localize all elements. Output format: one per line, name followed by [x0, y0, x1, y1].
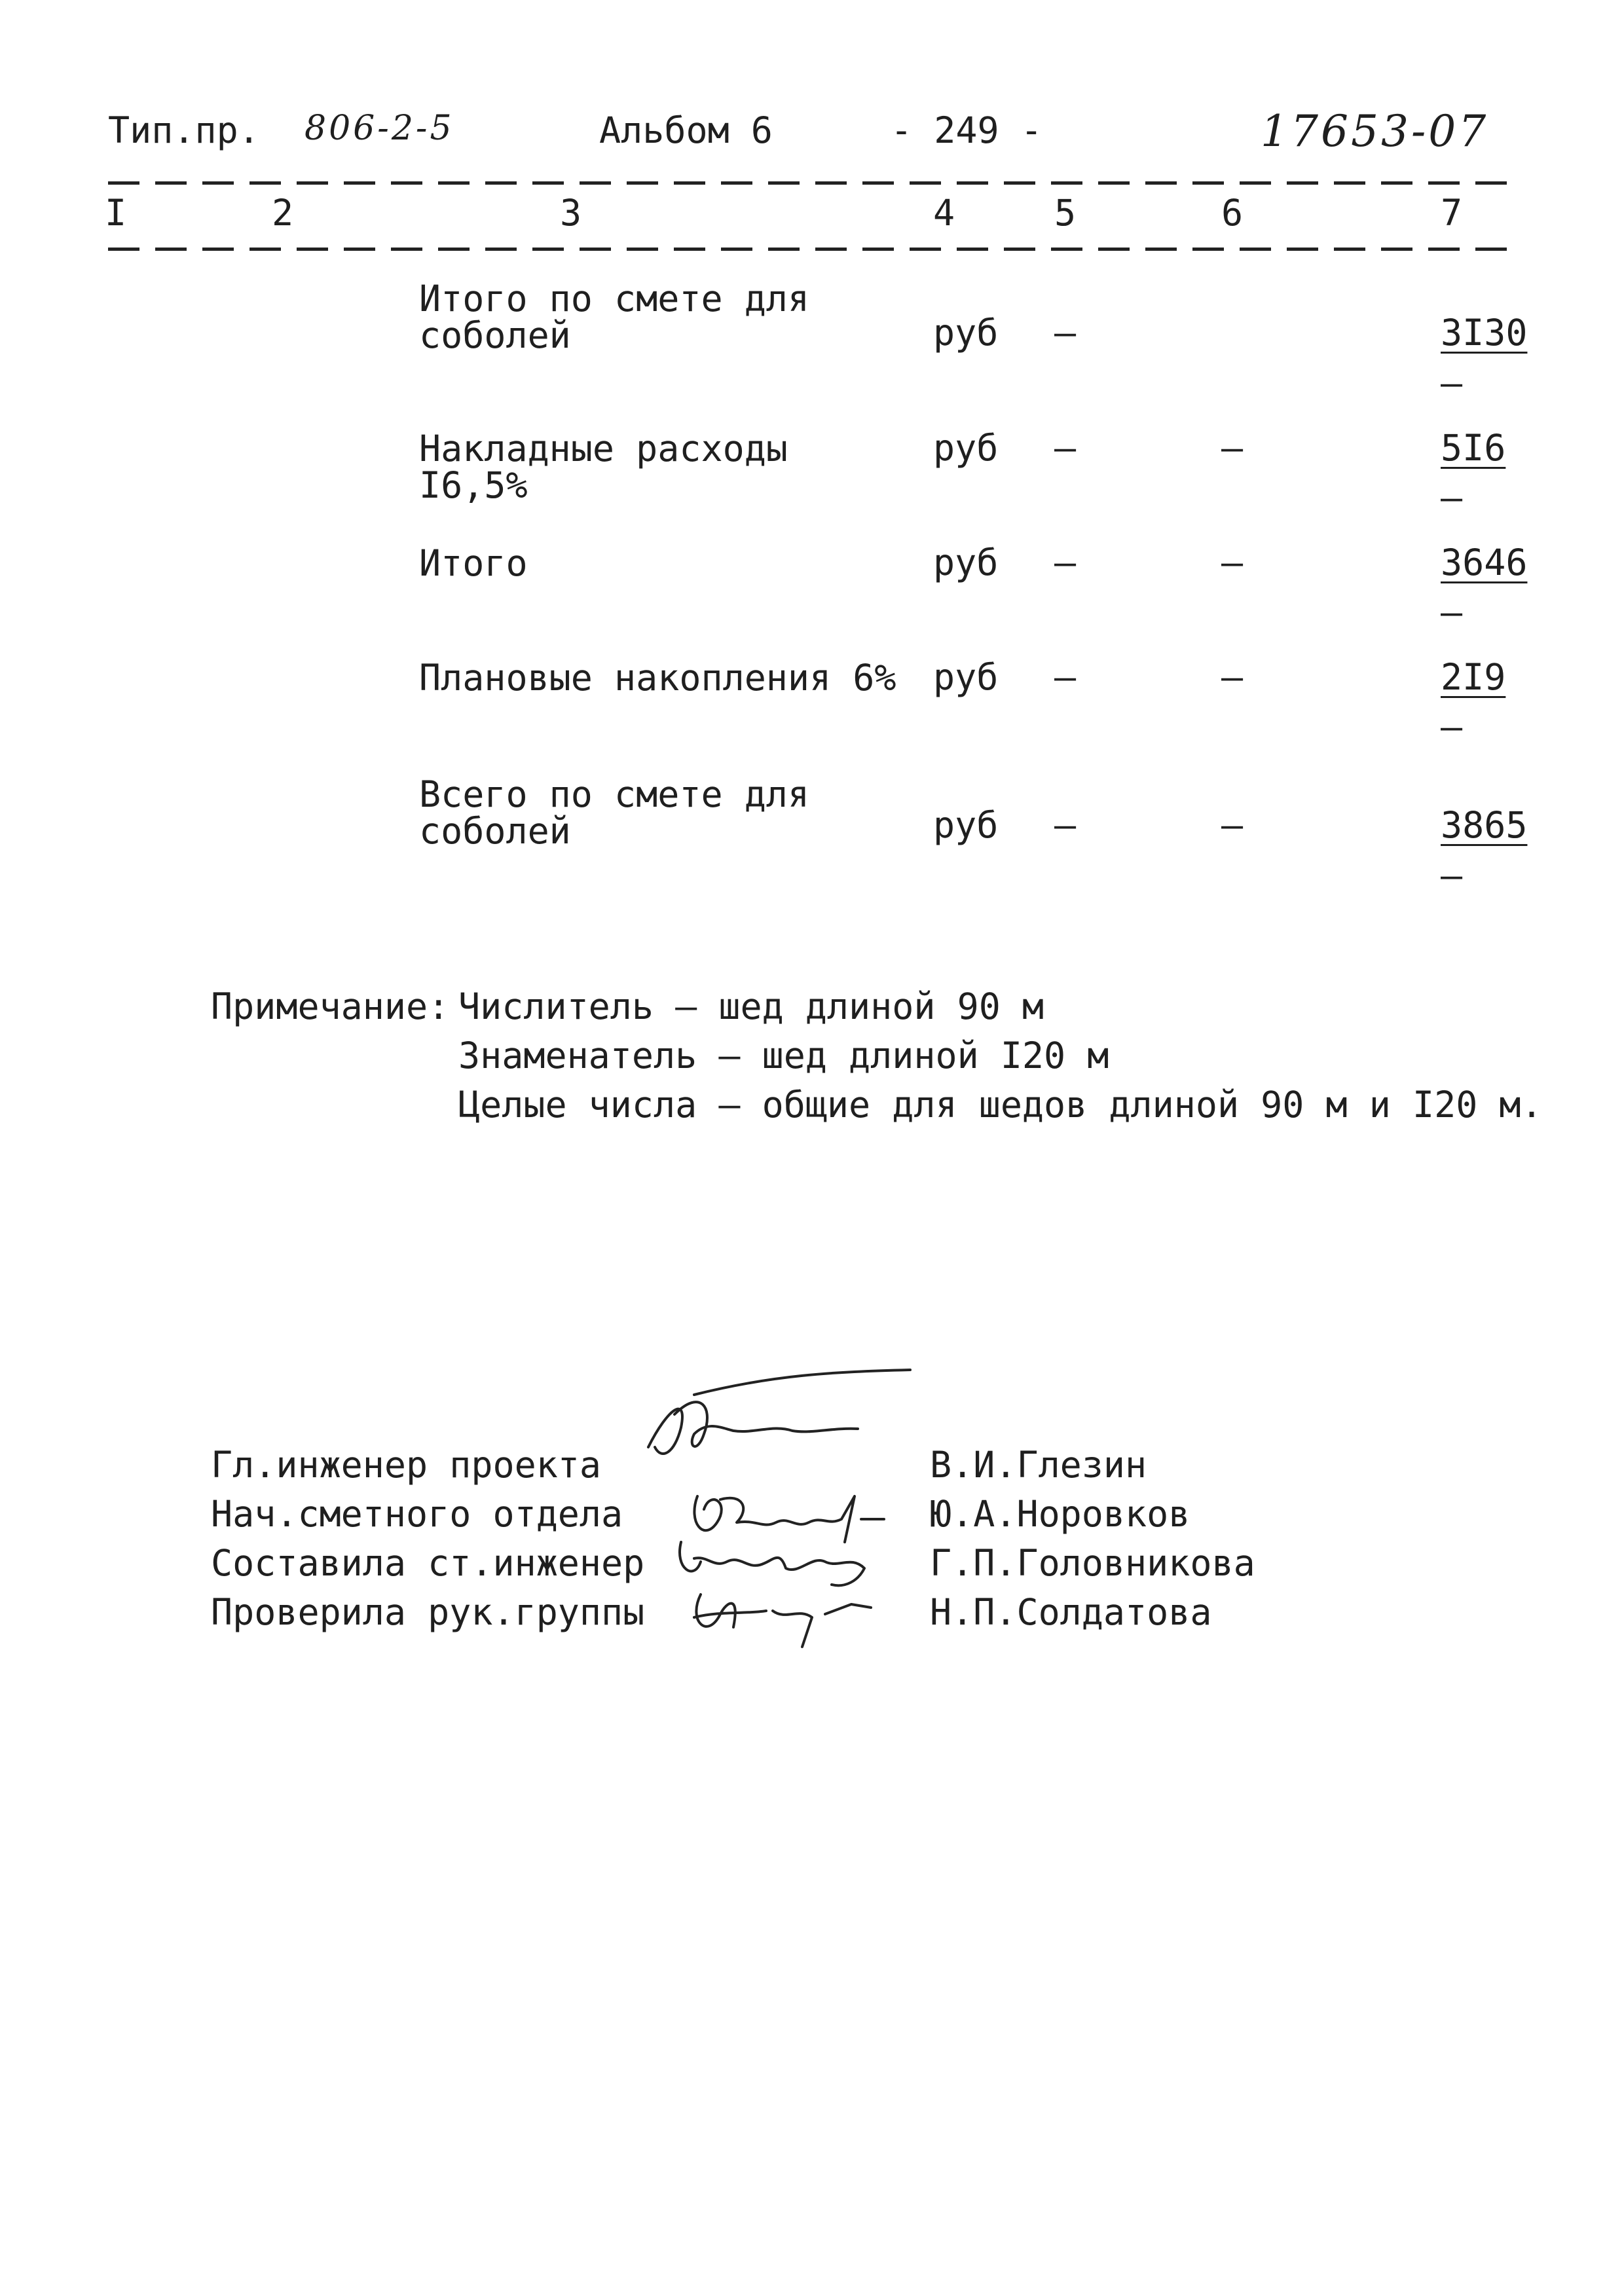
row-numerator: 5I6	[1441, 427, 1506, 469]
table-top-rule	[108, 181, 1516, 185]
row-col6: –	[1221, 427, 1244, 469]
row-unit: руб	[933, 427, 999, 469]
row-unit: руб	[933, 804, 999, 846]
signature-glezin	[642, 1369, 917, 1486]
row-name: Итого по смете для соболей	[419, 278, 810, 356]
note-line: Целые числа – общие для шедов длиной 90 м и I20 м.	[458, 1084, 1543, 1126]
row-numerator: 3I30	[1441, 312, 1528, 354]
row-denominator: –	[1441, 362, 1463, 404]
document-number: 17653-07	[1261, 106, 1489, 156]
row-col5: –	[1054, 804, 1077, 846]
row-col6: –	[1221, 804, 1244, 846]
signature-name: В.И.Глезин	[930, 1444, 1147, 1486]
row-col6: –	[1221, 656, 1244, 698]
row-numerator: 2I9	[1441, 656, 1506, 698]
signature-name: Ю.А.Норовков	[930, 1493, 1190, 1535]
column-header: 2	[272, 192, 294, 234]
type-label: Тип.пр.	[108, 109, 260, 151]
signature-name: Г.П.Головникова	[930, 1542, 1255, 1584]
row-numerator: 3646	[1441, 542, 1528, 583]
signature-role: Нач.сметного отдела	[211, 1493, 623, 1535]
signature-name: Н.П.Солдатова	[930, 1591, 1212, 1633]
column-header: 7	[1441, 192, 1463, 234]
row-unit: руб	[933, 312, 999, 354]
column-header: 3	[560, 192, 582, 234]
row-name: Всего по смете для соболей	[419, 773, 810, 852]
row-name: Итого	[419, 542, 528, 584]
table-header-rule	[108, 248, 1516, 251]
row-col5: –	[1054, 542, 1077, 583]
column-header: 4	[933, 192, 955, 234]
row-col5: –	[1054, 427, 1077, 469]
row-name: Накладные расходы I6,5%	[419, 428, 788, 506]
row-denominator: –	[1441, 855, 1463, 896]
note-line: Числитель – шед длиной 90 м	[458, 985, 1044, 1027]
album-label: Альбом 6	[599, 109, 773, 151]
row-unit: руб	[933, 656, 999, 698]
signature-role: Проверила рук.группы	[211, 1591, 645, 1633]
column-header: I	[105, 192, 127, 234]
column-header: 6	[1221, 192, 1244, 234]
row-unit: руб	[933, 542, 999, 583]
row-denominator: –	[1441, 706, 1463, 748]
signature-soldatova	[681, 1581, 877, 1653]
column-header: 5	[1054, 192, 1077, 234]
row-denominator: –	[1441, 477, 1463, 519]
note-line: Знаменатель – шед длиной I20 м	[458, 1035, 1109, 1077]
row-name: Плановые накопления 6%	[419, 657, 896, 699]
signature-role: Составила ст.инженер	[211, 1542, 645, 1584]
note-label: Примечание:	[211, 985, 450, 1027]
row-col5: –	[1054, 656, 1077, 698]
type-number: 806-2-5	[304, 109, 454, 148]
row-numerator: 3865	[1441, 804, 1528, 846]
signature-role: Гл.инженер проекта	[211, 1444, 602, 1486]
row-col5: –	[1054, 312, 1077, 354]
row-col6: –	[1221, 542, 1244, 583]
row-denominator: –	[1441, 591, 1463, 633]
page-number: - 249 -	[891, 109, 1043, 151]
